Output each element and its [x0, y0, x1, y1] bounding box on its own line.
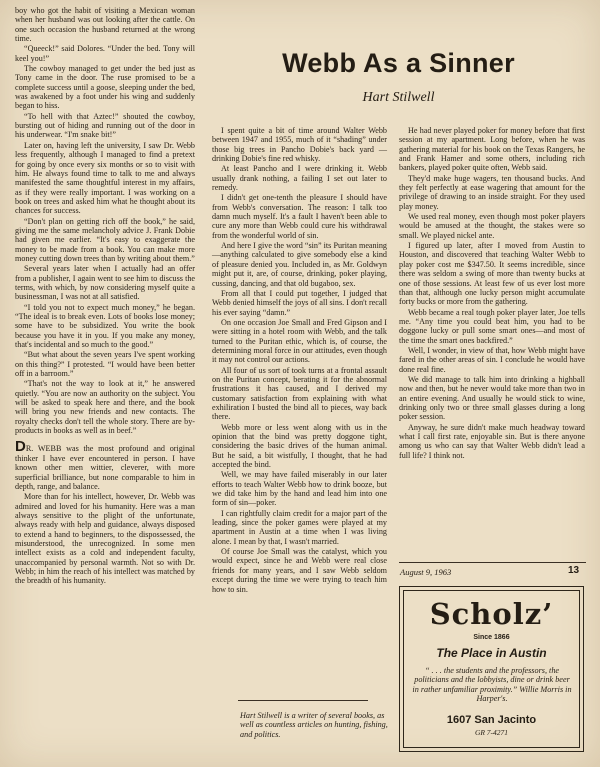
article-byline: Hart Stilwell — [362, 90, 435, 105]
paragraph: I figured up later, after I moved from Austin to Houston, and discovered that teaching Walter Webb to play poker cost me $347.50. It seems incredible, since there was seldom a swing of more than twenty bucks at one of those sessions. At least few of us ever lost more than that, although one lucky person might accumulate forty bucks or more from the gathering. — [399, 241, 585, 307]
paragraph: The cowboy managed to get under the bed just as Tony came in the door. The ruse promised to be a complete success until a goose, sleeping under the bed, was awakened by a foot under his wing and suddenly began to hiss. — [15, 64, 195, 111]
paragraph: “Queeck!” said Dolores. “Under the bed. Tony will keel you!” — [15, 44, 195, 63]
paragraph: On one occasion Joe Small and Fred Gipson and I were sitting in a hotel room with Webb, and the talk turned to the Puritan ethic, which is, of course, the determining moral force in our attitudes, even though it may not control our actions. — [212, 317, 387, 365]
paragraph: Anyway, he sure didn't make much headway toward what I call first rate, enjoyable sin. But is there anyone among us who can say that Walter Webb didn't lead a full life? I think not. — [399, 422, 585, 460]
drop-cap: D — [15, 438, 26, 456]
paragraph: More than for his intellect, however, Dr. Webb was admired and loved for his humanity. Here was a man always sensitive to the plight of the unfortunate, always ready with help and guidance, always disposed to extend a hand to beginners, to the dispossessed, the misunderstood, the unrecognized. In some men intellect exists as a cold and independent faculty, unaccompanied by personal warmth. Not so with Dr. Webb; in him the reach of his intellect was matched by the breadth of his humanity. — [15, 492, 195, 586]
section-opening-paragraph — [15, 438, 195, 491]
paragraph: All four of us sort of took turns at a frontal assault on the Puritan concept, berating it for the abnormal frustrations it has caused, and I derived my customary satisfaction from explaining with what exhiliration I busted the bind all to pieces, way back there. — [212, 365, 387, 422]
article-title: Webb As a Sinner — [282, 48, 515, 78]
issue-date: August 9, 1963 — [400, 567, 452, 577]
bio-divider — [238, 700, 368, 701]
paragraph: Well, we may have failed miserably in our later efforts to teach Walter Webb how to drink booze, but we did take him by the hand and lead him into one form of sin—poker. — [212, 470, 387, 508]
paragraph: They'd make huge wagers, ten thousand bucks. And they felt perfectly at ease wagering that amount for the privilege of drawing to an inside straight. For they used play money. — [399, 173, 585, 211]
paragraph: Several years later when I actually had an offer from a publisher, I again went to see him to discuss the terms, with which, by now considering myself quite a businessman, I was not at all satisfied. — [15, 264, 195, 302]
paragraph: At least Pancho and I were drinking it. Webb usually drank nothing, a failing I set out later to remedy. — [212, 164, 387, 193]
article-column-1 — [15, 6, 195, 586]
page-number: 13 — [568, 565, 580, 576]
paragraph-text: R. WEBB was the most profound and original thinker I have ever encountered in person. I have known other men wittier, cleverer, with more superficial brilliance, but none comparable to him in depth, range, and balance. — [15, 444, 195, 491]
ad-quote: “ . . . the students and the professors, the politicians and the lobbyists, dine or drink beer in rather unfamiliar proximity.” Willie Morris in Harper's. — [412, 666, 572, 704]
paragraph: He had never played poker for money before that first session at my apartment. Long before, when he was gathering material for his book on the Texas Rangers, he and Frank Hamer and some others, including rich bankers, played poker quite often, Webb said. — [399, 126, 585, 173]
paragraph: I didn't get one-tenth the pleasure I should have from Webb's conversation. The reason: I talk too damn much myself. It's a fault I haven't been able to cure any more than Webb could cure his withdrawal from the wonderful world of sin. — [212, 193, 387, 240]
paragraph: boy who got the habit of visiting a Mexican woman when her husband was out looking after the cattle. On one such occasion the husband returned at the wrong time. — [15, 6, 195, 44]
scholz-advertisement — [399, 586, 584, 752]
paragraph: We used real money, even though most poker players would be amused at the thought, the stakes were so small. We played nickel ante. — [399, 212, 585, 240]
paragraph: Later on, having left the university, I saw Dr. Webb less frequently, although I managed to find a pretext for going by once every six months or so to visit with him. He always found time to talk to me and always manifested the same thoughtful interest in my affairs, as if they were really important. I was working on a book on trees and asked him what he thought about its chances for success. — [15, 140, 195, 216]
article-column-2 — [212, 126, 387, 594]
paragraph: “But what about the seven years I've spent working on this thing?” I protested. “I would have been better off in a barroom.” — [15, 350, 195, 379]
author-bio: Hart Stilwell is a writer of several books, as well as countless articles on hunting, fishing, and politics. — [240, 711, 388, 739]
footer-divider — [399, 562, 586, 563]
ad-phone: GR 7-4271 — [474, 728, 509, 737]
paragraph: “That's not the way to look at it,” he answered quietly. “You are now an authority on the subject. You will be asked to speak here and there, and the book will bring you new friends and new contacts. The royalty checks don't tell the whole story. There are by-products in books as well as in beef.” — [15, 379, 195, 436]
paragraph: Of course Joe Small was the catalyst, which you would expect, since he and Webb were real close friends for many years, and I saw Webb seldom except during the time we were trying to teach him how to sin. — [212, 547, 387, 594]
paragraph: I spent quite a bit of time around Walter Webb between 1947 and 1955, much of it “shading” under those big trees in Pancho Dobie's back yard — drinking Dobie's fine red whisky. — [212, 126, 387, 164]
article-column-3 — [399, 126, 585, 460]
ad-tagline: The Place in Austin — [436, 646, 547, 660]
ad-since: Since 1866 — [473, 634, 510, 641]
paragraph: Webb became a real tough poker player later, Joe tells me. “Any time you could beat him, you had to be doggone lucky or pull some smart ones—and most of the time the smart ones backfired.” — [399, 307, 585, 345]
paragraph: We did manage to talk him into drinking a highball now and then, but he never would take more than two in an entire evening. And usually he would stick to wine, drinking only two or three small glasses during a long poker session. — [399, 374, 585, 422]
paragraph: “Don't plan on getting rich off the book,” he said, giving me the same melancholy advice J. Frank Dobie had given me earlier. “It's easy to exaggerate the money to be made from a book. You can make more money cutting down trees than by writing about them.” — [15, 216, 195, 263]
ad-logo: Scholz’ — [429, 597, 554, 631]
ad-address: 1607 San Jacinto — [446, 714, 537, 726]
paragraph: Well, I wonder, in view of that, how Webb might have fared in the other areas of sin. I conclude he would have done real fine. — [399, 345, 585, 374]
paragraph: From all that I could put together, I judged that Webb denied himself the joys of all sins. I don't recall his ever saying “damn.” — [212, 288, 387, 317]
paragraph: And here I give the word “sin” its Puritan meaning—anything calculated to give somebody else a kind of pleasure denied you. Included in, as Mr. Goldwyn might put it, are, of course, drinking, poker playing, cussing, dancing, and that old bugaboo, sex. — [212, 241, 387, 288]
paragraph: I can rightfully claim credit for a major part of the leading, since the poker games were played at my apartment in Austin at a time when I was living alone. I mean by that, I wasn't married. — [212, 508, 387, 546]
paragraph: “I told you not to expect much money,” he began. “The ideal is to break even. Lots of books lose money; some have to be subsidized. You write the book because you have it in you. If you make any money, that's incidental and so much to the good.” — [15, 302, 195, 350]
paragraph: “To hell with that Aztec!” shouted the cowboy, bursting out of hiding and running out of the door in his underwear. “I'm snake bit!” — [15, 111, 195, 140]
paragraph: Webb more or less went along with us in the opinion that the bind was pretty doggone tight, considering the basic drives of the human animal. But he said, a bit wistfully, I thought, that he had accepted the bind. — [212, 422, 387, 470]
